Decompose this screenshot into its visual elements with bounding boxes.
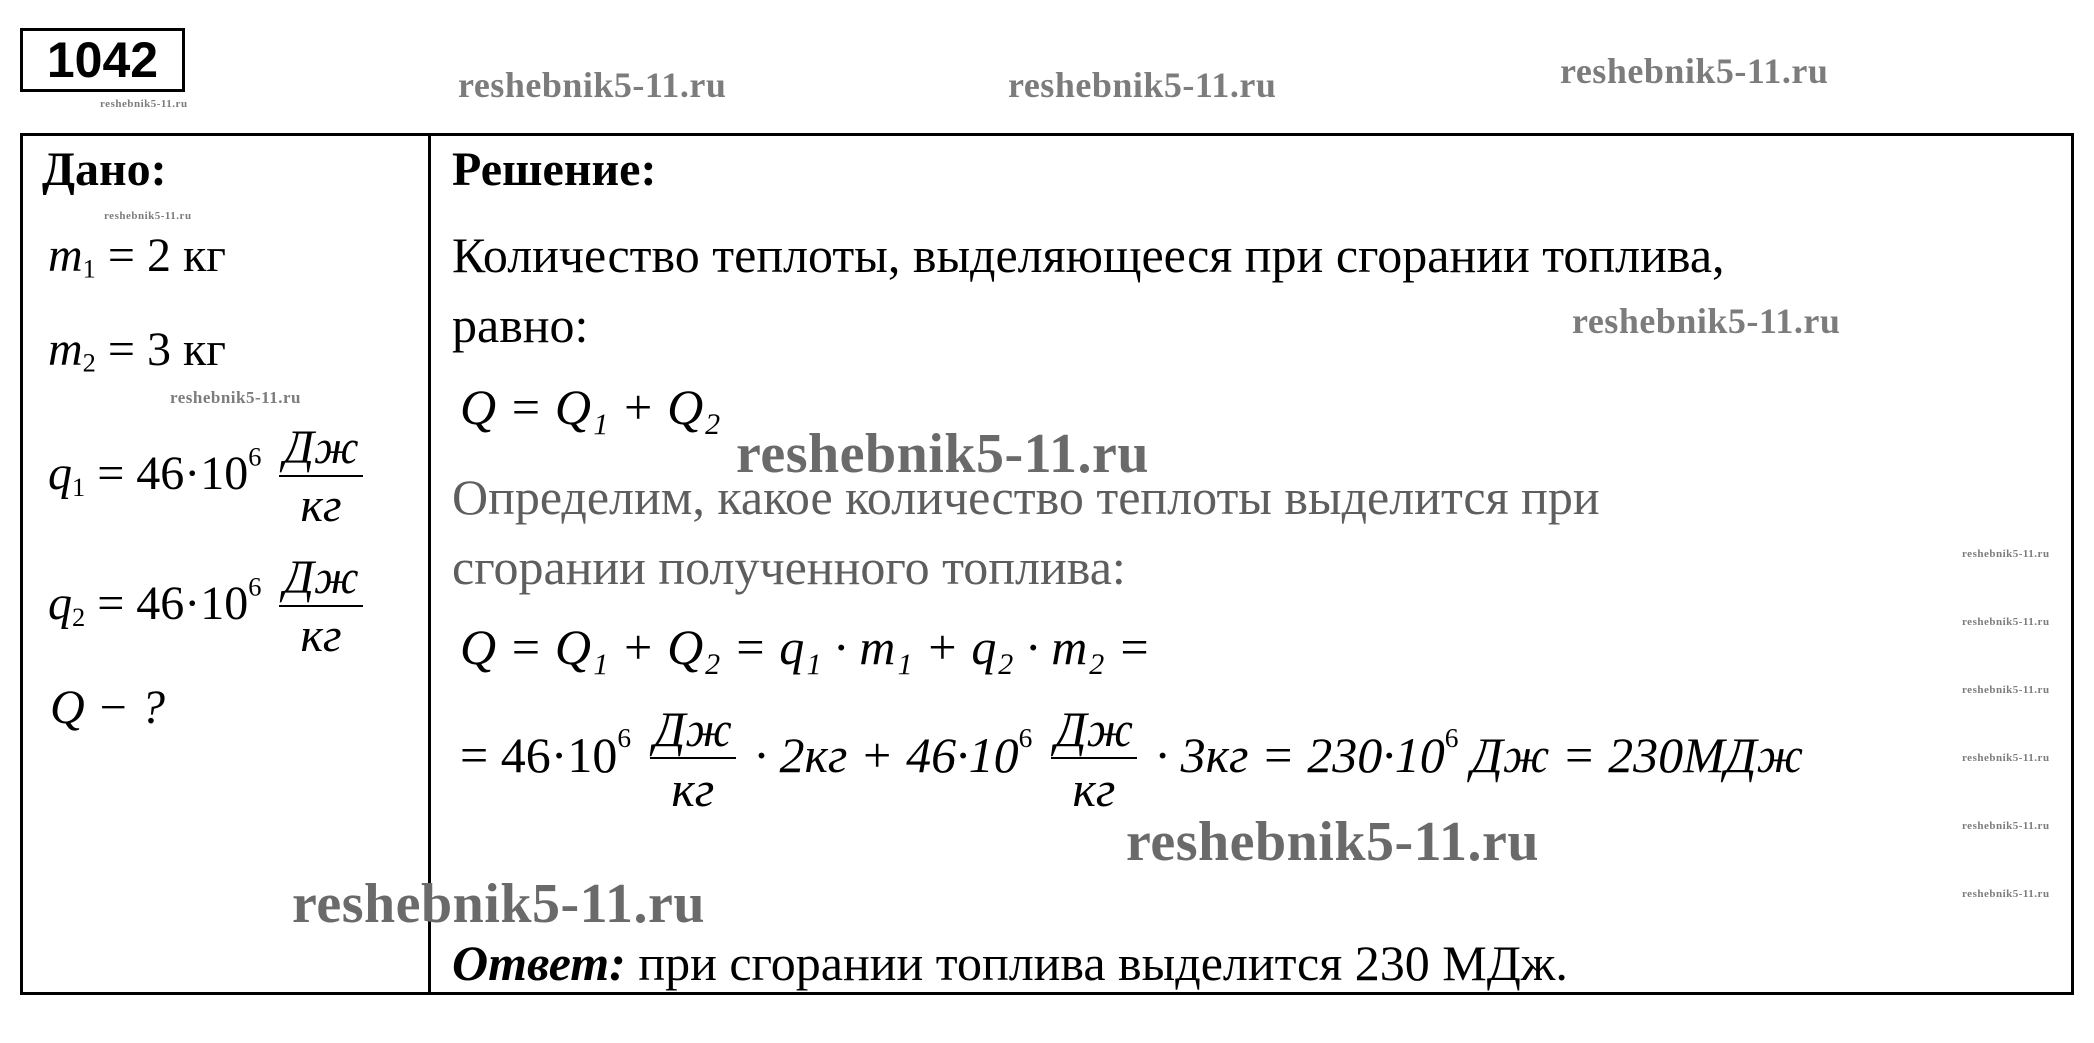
q2-unit-fraction (279, 552, 362, 664)
calc-fraction-2 (1051, 702, 1137, 819)
calc-part-2: · 2кг + 46·10 (754, 726, 1019, 783)
q2-power: 6 (248, 571, 262, 602)
solution-line-4: сгорании полученного топлива: (452, 539, 1126, 595)
solution-heading: Решение: (452, 143, 657, 196)
problem-number-box (20, 28, 185, 92)
calc-frac1-num: Дж (650, 702, 736, 759)
watermark: reshebnik5-11.ru (1962, 820, 2050, 832)
watermark: reshebnik5-11.ru (458, 65, 727, 105)
q1-unit-num: Дж (279, 422, 362, 477)
calc-power-1: 6 (617, 722, 632, 754)
q2-sub: 2 (72, 601, 86, 632)
watermark: reshebnik5-11.ru (1560, 51, 1829, 91)
formula-sum: Q = Q₁ + Q₂ (460, 379, 721, 435)
answer-line (452, 934, 1568, 992)
q2-value: = 46·10 (85, 577, 249, 631)
watermark: reshebnik5-11.ru (1572, 301, 1841, 341)
watermark: reshebnik5-11.ru (104, 210, 192, 222)
m1-sub: 1 (82, 253, 96, 284)
m1-value: = 2 кг (95, 229, 226, 282)
given-m1 (48, 228, 226, 285)
calc-frac1-den: кг (671, 761, 715, 817)
column-divider (428, 133, 431, 995)
calc-frac2-den: кг (1072, 761, 1116, 817)
answer-label: Ответ: (452, 935, 626, 991)
calc-result: Дж = 230МДж (1458, 726, 1804, 783)
m2-sub: 2 (82, 347, 96, 378)
formula-calculation (460, 702, 1803, 819)
calc-frac2-num: Дж (1051, 702, 1137, 759)
watermark: reshebnik5-11.ru (1962, 616, 2050, 628)
m1-symbol: m (48, 229, 83, 282)
given-m2 (48, 322, 226, 379)
calc-part-3: · 3кг = 230·10 (1155, 726, 1445, 783)
solution-line-3: Определим, какое количество теплоты выделится при (452, 469, 1600, 525)
q2-unit-den: кг (300, 608, 342, 662)
answer-text: при сгорании топлива выделится 230 МДж. (625, 935, 1568, 991)
solution-line-2: равно: (452, 297, 589, 353)
q1-unit-fraction (279, 422, 362, 534)
given-q2 (48, 552, 369, 664)
watermark: reshebnik5-11.ru (1126, 811, 1540, 873)
m2-value: = 3 кг (95, 323, 226, 376)
watermark: reshebnik5-11.ru (1008, 65, 1277, 105)
watermark: reshebnik5-11.ru (100, 98, 188, 110)
watermark: reshebnik5-11.ru (1962, 752, 2050, 764)
given-q1 (48, 422, 369, 534)
given-find: Q − ? (50, 681, 166, 734)
q1-symbol: q (48, 447, 72, 501)
watermark: reshebnik5-11.ru (1962, 888, 2050, 900)
watermark: reshebnik5-11.ru (736, 423, 1150, 485)
q1-value: = 46·10 (85, 447, 249, 501)
q2-symbol: q (48, 577, 72, 631)
calc-power-3: 6 (1444, 722, 1459, 754)
formula-expanded: Q = Q₁ + Q₂ = q₁ · m₁ + q₂ · m₂ = (460, 619, 1152, 675)
q1-sub: 1 (72, 471, 86, 502)
watermark: reshebnik5-11.ru (1962, 684, 2050, 696)
watermark: reshebnik5-11.ru (292, 873, 706, 935)
given-heading: Дано: (42, 143, 167, 196)
solution-line-1: Количество теплоты, выделяющееся при сгорании топлива, (452, 227, 1725, 283)
m2-symbol: m (48, 323, 83, 376)
problem-number: 1042 (46, 32, 159, 88)
calc-power-2: 6 (1018, 722, 1033, 754)
q2-unit-num: Дж (279, 552, 362, 607)
watermark: reshebnik5-11.ru (170, 388, 301, 407)
q1-unit-den: кг (300, 478, 342, 532)
q1-power: 6 (248, 441, 262, 472)
calc-part-1: = 46·10 (460, 726, 618, 783)
calc-fraction-1 (650, 702, 736, 819)
watermark: reshebnik5-11.ru (1962, 548, 2050, 560)
